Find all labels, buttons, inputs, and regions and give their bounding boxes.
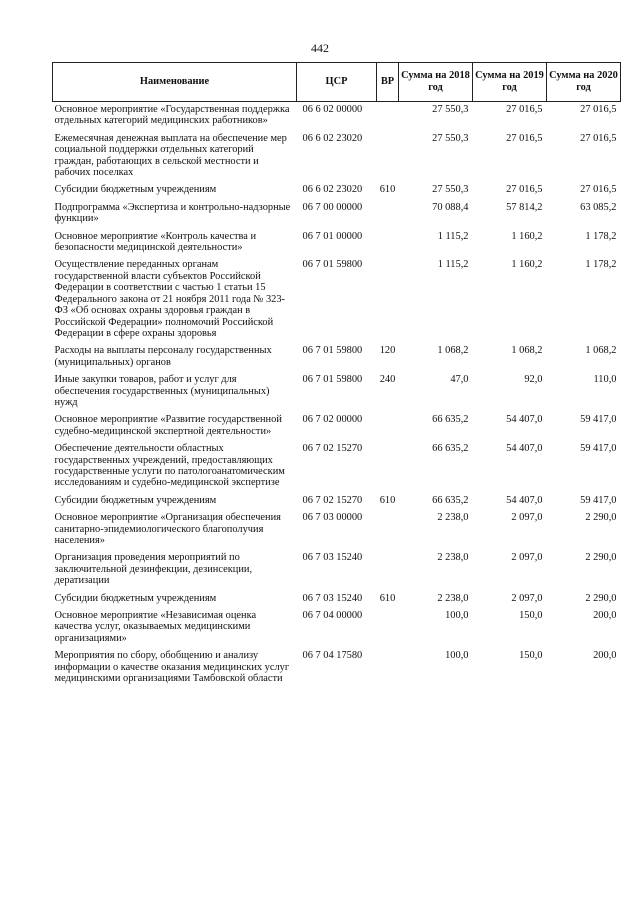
header-name: Наименование: [53, 63, 297, 102]
table-row: [53, 441, 621, 493]
cell-name: Основное мероприятие «Независимая оценка качества услуг, оказываемых медицинскими организациями»: [54, 610, 257, 644]
table-body: [53, 102, 621, 689]
cell-csr: 06 7 03 15240: [302, 552, 363, 564]
cell-sum-2019: 27 016,5: [506, 132, 543, 144]
table-row: [53, 648, 621, 688]
cell-sum-2018: 27 550,3: [432, 104, 469, 115]
cell-sum-2020: 59 417,0: [580, 414, 617, 426]
cell-sum-2019: 2 097,0: [511, 592, 543, 604]
cell-name: Ежемесячная денежная выплата на обеспечение мер социальной поддержки отдельных категорий граждан, работающих в сельской местности и рабочих поселках: [54, 132, 287, 179]
cell-name: Подпрограмма «Экспертиза и контрольно-надзорные функции»: [54, 201, 291, 225]
cell-name: Основное мероприятие «Государственная поддержка отдельных категорий медицинских работников»: [54, 104, 290, 127]
table-row: [53, 182, 621, 199]
cell-sum-2018: 1 068,2: [437, 345, 469, 357]
cell-sum-2019: 92,0: [524, 374, 543, 386]
cell-csr: 06 7 04 00000: [302, 610, 363, 622]
cell-name: Иные закупки товаров, работ и услуг для обеспечения государственных (муниципальных) нужд: [54, 374, 270, 408]
cell-name: Основное мероприятие «Развитие государственной судебно-медицинской экспертной деятельности»: [54, 414, 282, 437]
cell-sum-2018: 66 635,2: [432, 414, 469, 426]
header-sum-2020: Сумма на 2020 год: [547, 63, 621, 102]
cell-sum-2019: 54 407,0: [506, 443, 543, 455]
cell-csr: 06 7 00 00000: [302, 201, 363, 213]
cell-sum-2019: 1 160,2: [511, 230, 543, 242]
cell-vr: 240: [379, 374, 396, 386]
cell-name: Основное мероприятие «Контроль качества и безопасности медицинской деятельности»: [54, 230, 257, 254]
cell-sum-2020: 27 016,5: [580, 132, 617, 144]
cell-csr: 06 7 03 00000: [302, 512, 363, 524]
table-row: [53, 493, 621, 510]
cell-vr: [377, 441, 399, 493]
header-csr: ЦСР: [297, 63, 377, 102]
cell-sum-2019: 57 814,2: [506, 201, 543, 213]
cell-csr: 06 7 01 00000: [302, 230, 363, 242]
cell-sum-2019: 54 407,0: [506, 414, 543, 426]
table-row: [53, 550, 621, 590]
table-row: [53, 343, 621, 372]
page-number: 442: [311, 41, 329, 55]
cell-name: Осуществление переданных органам государственной власти субъектов Российской Федерации в соответствии с частью 1 статьи 15 Федерального закона от 21 ноября 2011 года № 323-ФЗ «Об основах охраны здоровья граждан в Российской Федерации» полномочий Российской Федерации в сфере охраны здоровья: [54, 259, 285, 339]
table-row: [53, 412, 621, 441]
cell-sum-2019: 2 097,0: [511, 512, 543, 524]
cell-sum-2020: 59 417,0: [580, 494, 617, 506]
cell-sum-2018: 27 550,3: [432, 132, 469, 144]
table-row: [53, 510, 621, 550]
table-row: [53, 257, 621, 343]
cell-sum-2019: 54 407,0: [506, 494, 543, 506]
cell-name: Субсидии бюджетным учреждениям: [54, 592, 217, 604]
cell-sum-2018: 1 115,2: [437, 230, 469, 242]
cell-sum-2018: 70 088,4: [432, 201, 469, 213]
cell-sum-2020: 2 290,0: [585, 592, 617, 604]
header-sum-2018: Сумма на 2018 год: [399, 63, 473, 102]
cell-name: Обеспечение деятельности областных государственных учреждений, предоставляющих государственные услуги по патологоанатомическим исследованиям и судебно-медицинской экспертизе: [54, 443, 285, 489]
cell-vr: [377, 200, 399, 229]
cell-sum-2019: 27 016,5: [506, 104, 543, 115]
cell-sum-2020: 27 016,5: [580, 184, 617, 196]
cell-csr: 06 7 03 15240: [302, 592, 363, 604]
header-sum-2019: Сумма на 2019 год: [473, 63, 547, 102]
table-row: [53, 102, 621, 131]
table-row: [53, 200, 621, 229]
cell-vr: [377, 510, 399, 550]
cell-csr: 06 6 02 23020: [302, 184, 363, 196]
cell-sum-2020: 1 068,2: [585, 345, 617, 357]
cell-sum-2018: 2 238,0: [437, 552, 469, 564]
cell-name: Субсидии бюджетным учреждениям: [54, 494, 217, 506]
cell-sum-2019: 27 016,5: [506, 184, 543, 196]
cell-sum-2018: 2 238,0: [437, 592, 469, 604]
cell-vr: [377, 550, 399, 590]
cell-name: Расходы на выплаты персоналу государственных (муниципальных) органов: [54, 345, 272, 368]
cell-sum-2020: 59 417,0: [580, 443, 617, 455]
cell-vr: [377, 229, 399, 258]
cell-vr: [377, 608, 399, 648]
cell-sum-2018: 27 550,3: [432, 184, 469, 196]
cell-csr: 06 7 02 15270: [302, 443, 363, 455]
table-row: [53, 229, 621, 258]
cell-vr: 610: [379, 592, 396, 604]
cell-sum-2020: 200,0: [593, 650, 617, 662]
table-row: [53, 372, 621, 412]
cell-csr: 06 7 01 59800: [302, 374, 363, 386]
cell-sum-2019: 2 097,0: [511, 552, 543, 564]
cell-csr: 06 7 02 15270: [302, 494, 363, 506]
cell-vr: [377, 412, 399, 441]
cell-csr: 06 7 01 59800: [302, 259, 363, 271]
cell-sum-2018: 100,0: [445, 610, 469, 622]
table-row: [53, 131, 621, 183]
cell-sum-2020: 110,0: [593, 374, 617, 386]
table-row: [53, 608, 621, 648]
header-vr: ВР: [377, 63, 399, 102]
cell-name: Основное мероприятие «Организация обеспечения санитарно-эпидемиологического благополучия населения»: [54, 512, 281, 546]
table-header-row: [53, 63, 621, 102]
cell-sum-2020: 63 085,2: [580, 201, 617, 213]
cell-sum-2018: 66 635,2: [432, 443, 469, 455]
cell-vr: [377, 648, 399, 688]
cell-csr: 06 6 02 00000: [302, 104, 363, 115]
cell-vr: 610: [379, 184, 396, 196]
cell-sum-2019: 150,0: [519, 610, 543, 622]
cell-csr: 06 7 04 17580: [302, 650, 363, 662]
cell-vr: 120: [379, 345, 396, 357]
cell-csr: 06 7 02 00000: [302, 414, 363, 426]
cell-sum-2020: 2 290,0: [585, 552, 617, 564]
cell-name: Организация проведения мероприятий по заключительной дезинфекции, дезинсекции, дератизации: [54, 552, 253, 587]
cell-sum-2020: 1 178,2: [585, 230, 617, 242]
cell-sum-2018: 1 115,2: [437, 259, 469, 271]
table-row: [53, 591, 621, 608]
cell-name: Мероприятия по сбору, обобщению и анализу информации о качестве оказания медицинских услуг медицинскими организациями Тамбовской области: [54, 650, 290, 685]
cell-sum-2019: 1 068,2: [511, 345, 543, 357]
cell-csr: 06 7 01 59800: [302, 345, 363, 357]
cell-sum-2019: 150,0: [519, 650, 543, 662]
cell-sum-2019: 1 160,2: [511, 259, 543, 271]
cell-sum-2020: 2 290,0: [585, 512, 617, 524]
cell-sum-2020: 27 016,5: [580, 104, 617, 115]
cell-vr: [377, 102, 399, 131]
cell-sum-2018: 2 238,0: [437, 512, 469, 524]
cell-vr: [377, 131, 399, 183]
cell-vr: [377, 257, 399, 343]
budget-table: [52, 62, 621, 688]
cell-sum-2018: 47,0: [450, 374, 469, 386]
cell-sum-2018: 100,0: [445, 650, 469, 662]
cell-csr: 06 6 02 23020: [302, 132, 363, 144]
cell-sum-2018: 66 635,2: [432, 494, 469, 506]
cell-sum-2020: 200,0: [593, 610, 617, 622]
cell-vr: 610: [379, 494, 396, 506]
cell-name: Субсидии бюджетным учреждениям: [54, 184, 217, 196]
cell-sum-2020: 1 178,2: [585, 259, 617, 271]
